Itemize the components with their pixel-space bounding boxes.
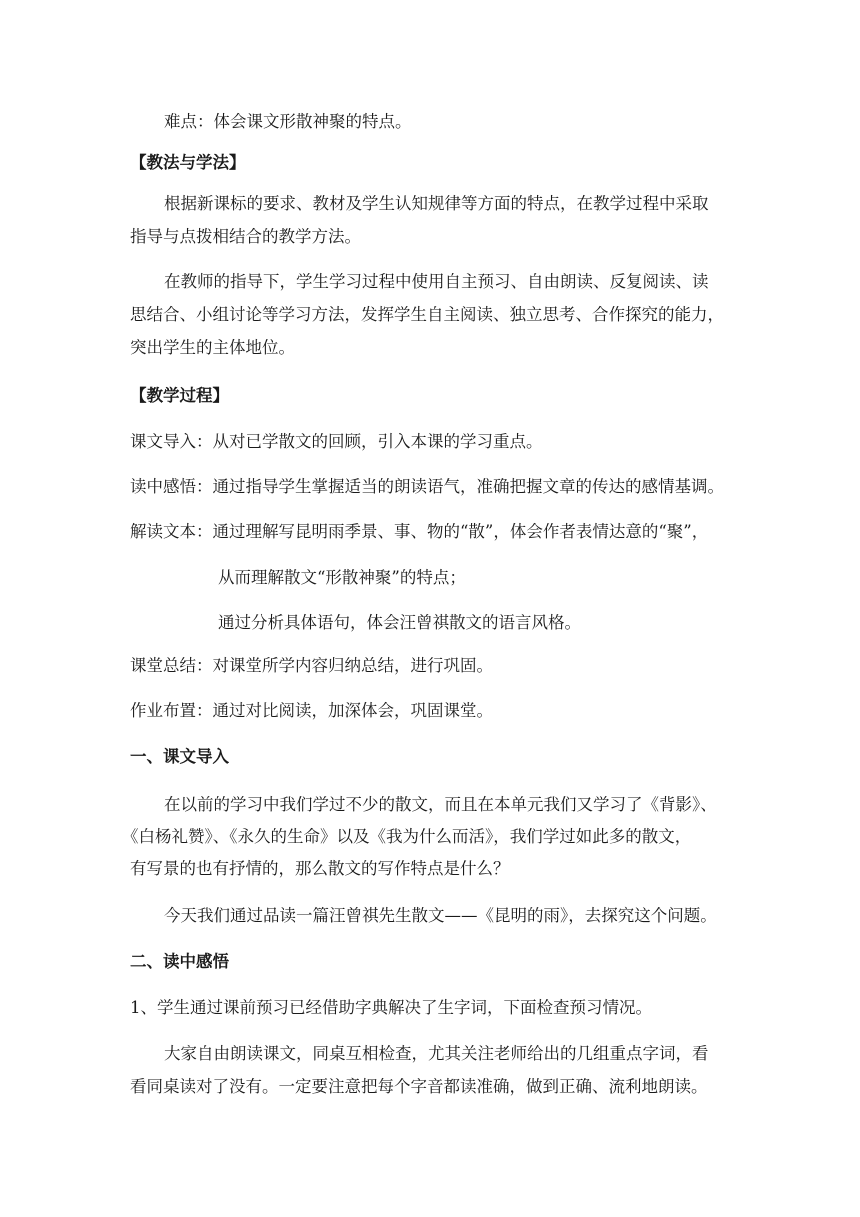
methods-paragraph-1-line-1: 根据新课标的要求、教材及学生认知规律等方面的特点，在教学过程中采取 bbox=[164, 194, 709, 213]
process-heading: 【教学过程】 bbox=[130, 386, 229, 405]
methods-paragraph-2-line-1: 在教师的指导下，学生学习过程中使用自主预习、自由朗读、反复阅读、读 bbox=[164, 272, 709, 291]
process-interpret-line-3: 通过分析具体语句，体会汪曾祺散文的语言风格。 bbox=[218, 613, 581, 632]
methods-paragraph-2-line-2: 思结合、小组讨论等学习方法，发挥学生自主阅读、独立思考、合作探究的能力， bbox=[130, 305, 724, 324]
process-intro: 课文导入：从对已学散文的回顾，引入本课的学习重点。 bbox=[130, 432, 543, 451]
process-interpret-line-2: 从而理解散文“形散神聚”的特点； bbox=[218, 568, 466, 587]
section-1-paragraph-2: 今天我们通过品读一篇汪曾祺先生散文——《昆明的雨》，去探究这个问题。 bbox=[164, 906, 717, 925]
section-2-paragraph-1-line-1: 大家自由朗读课文，同桌互相检查，尤其关注老师给出的几组重点字词，看 bbox=[164, 1044, 709, 1063]
section-1-heading: 一、课文导入 bbox=[130, 747, 229, 766]
section-1-paragraph-1-line-3: 有写景的也有抒情的，那么散文的写作特点是什么？ bbox=[130, 859, 510, 878]
difficulty-line: 难点：体会课文形散神聚的特点。 bbox=[164, 112, 412, 131]
section-2-heading: 二、读中感悟 bbox=[130, 952, 229, 971]
section-1-paragraph-1-line-2: 《白杨礼赞》、《永久的生命》以及《我为什么而活》，我们学过如此多的散文， bbox=[122, 827, 692, 846]
process-homework: 作业布置：通过对比阅读，加深体会，巩固课堂。 bbox=[130, 701, 493, 720]
section-2-paragraph-1-line-2: 看同桌读对了没有。一定要注意把每个字音都读准确，做到正确、流利地朗读。 bbox=[130, 1077, 708, 1096]
methods-paragraph-1-line-2: 指导与点拨相结合的教学方法。 bbox=[130, 227, 361, 246]
methods-heading: 【教法与学法】 bbox=[130, 153, 246, 172]
section-1-paragraph-1-line-1: 在以前的学习中我们学过不少的散文，而且在本单元我们又学习了《背影》、 bbox=[164, 795, 717, 814]
section-2-item-1: 1、学生通过课前预习已经借助字典解决了生字词，下面检查预习情况。 bbox=[130, 998, 652, 1017]
process-summary: 课堂总结：对课堂所学内容归纳总结，进行巩固。 bbox=[130, 656, 493, 675]
process-interpret-line-1: 解读文本：通过理解写昆明雨季景、事、物的“散”，体会作者表情达意的“聚”， bbox=[130, 522, 709, 541]
process-reading: 读中感悟：通过指导学生掌握适当的朗读语气，准确把握文章的传达的感情基调。 bbox=[130, 477, 724, 496]
methods-paragraph-2-line-3: 突出学生的主体地位。 bbox=[130, 338, 295, 357]
